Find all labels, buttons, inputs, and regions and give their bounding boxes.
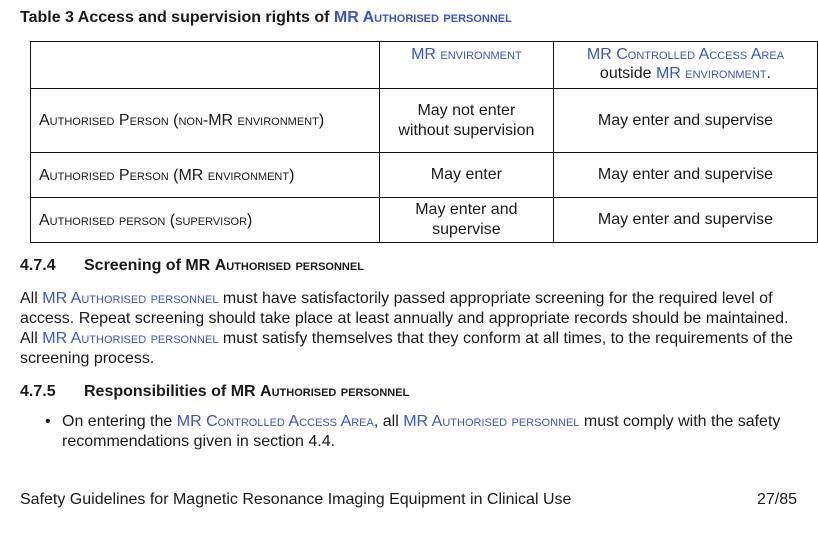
bullet-text-part: , all: [373, 413, 399, 430]
para-text: must have satisfactorily passed appropriate screening for the required level of access. Repeat screening should take place at least annually and appropriate records should be maintained. All: [20, 290, 789, 347]
para-text: must satisfy themselves that they conform at all times, to the requirements of the screening process.: [20, 330, 793, 367]
header-col2-term: MR Controlled Access Area: [586, 46, 785, 63]
para-term: MR Authorised personnel: [42, 290, 219, 307]
section-title-a: Responsibilities of MR: [84, 383, 256, 400]
row-label: Authorised person (supervisor): [31, 198, 380, 243]
row-label: Authorised Person (non-MR environment): [31, 89, 380, 153]
responsibility-bullet: [45, 412, 805, 452]
footer-title: Safety Guidelines for Magnetic Resonance Imaging Equipment in Clinical Use: [20, 491, 572, 508]
table-caption-term: MR Authorised personnel: [333, 9, 512, 26]
header-col2-label: [554, 42, 817, 83]
table-caption: [20, 9, 512, 27]
row-cell-controlled-area: May enter and supervise: [553, 198, 817, 243]
para-text: All: [20, 290, 38, 307]
bullet-term: MR Controlled Access Area: [176, 413, 374, 430]
bullet-dot-icon: •: [45, 413, 51, 430]
row-label: Authorised Person (MR environment): [31, 153, 380, 198]
row-cell-controlled-area: May enter and supervise: [553, 153, 817, 198]
para-term: MR Authorised personnel: [42, 330, 219, 347]
section-title-b: Authorised personnel: [260, 383, 410, 400]
row-cell-controlled-area: May enter and supervise: [553, 89, 817, 153]
row-cell-mr-environment: May not enter without supervision: [379, 89, 553, 153]
table-header-row: [31, 42, 818, 89]
access-rights-table: [30, 41, 818, 243]
row-cell-mr-environment: May enter: [379, 153, 553, 198]
table-caption-prefix: Table 3 Access and supervision rights of: [20, 9, 330, 26]
bullet-term: MR Authorised personnel: [403, 413, 580, 430]
header-col2-term2: MR environment: [655, 65, 767, 82]
table-row: [31, 153, 818, 198]
bullet-text-part: On entering the: [62, 413, 173, 430]
header-col2-end: .: [766, 65, 772, 82]
table-row: [31, 198, 818, 243]
section-heading-screening: [20, 257, 364, 275]
bullet-text: [62, 412, 805, 452]
header-col1-label: MR environment: [411, 46, 522, 63]
page-number: 27/85: [757, 491, 798, 508]
bullet-text-part: must comply with the safety recommendations given in section 4.4.: [62, 413, 781, 450]
header-col2-mid: outside: [599, 65, 652, 82]
section-heading-responsibilities: [20, 383, 409, 401]
screening-paragraph: [20, 289, 805, 369]
section-title-b: Authorised personnel: [214, 257, 364, 274]
section-number: 4.7.4: [20, 257, 56, 274]
header-empty-cell: [31, 42, 380, 89]
table-row: [31, 89, 818, 153]
section-number: 4.7.5: [20, 383, 56, 400]
header-cell-controlled-area: [553, 42, 817, 89]
section-title-a: Screening of MR: [84, 257, 211, 274]
header-cell-mr-environment: [379, 42, 553, 89]
row-cell-mr-environment: May enter and supervise: [379, 198, 553, 243]
